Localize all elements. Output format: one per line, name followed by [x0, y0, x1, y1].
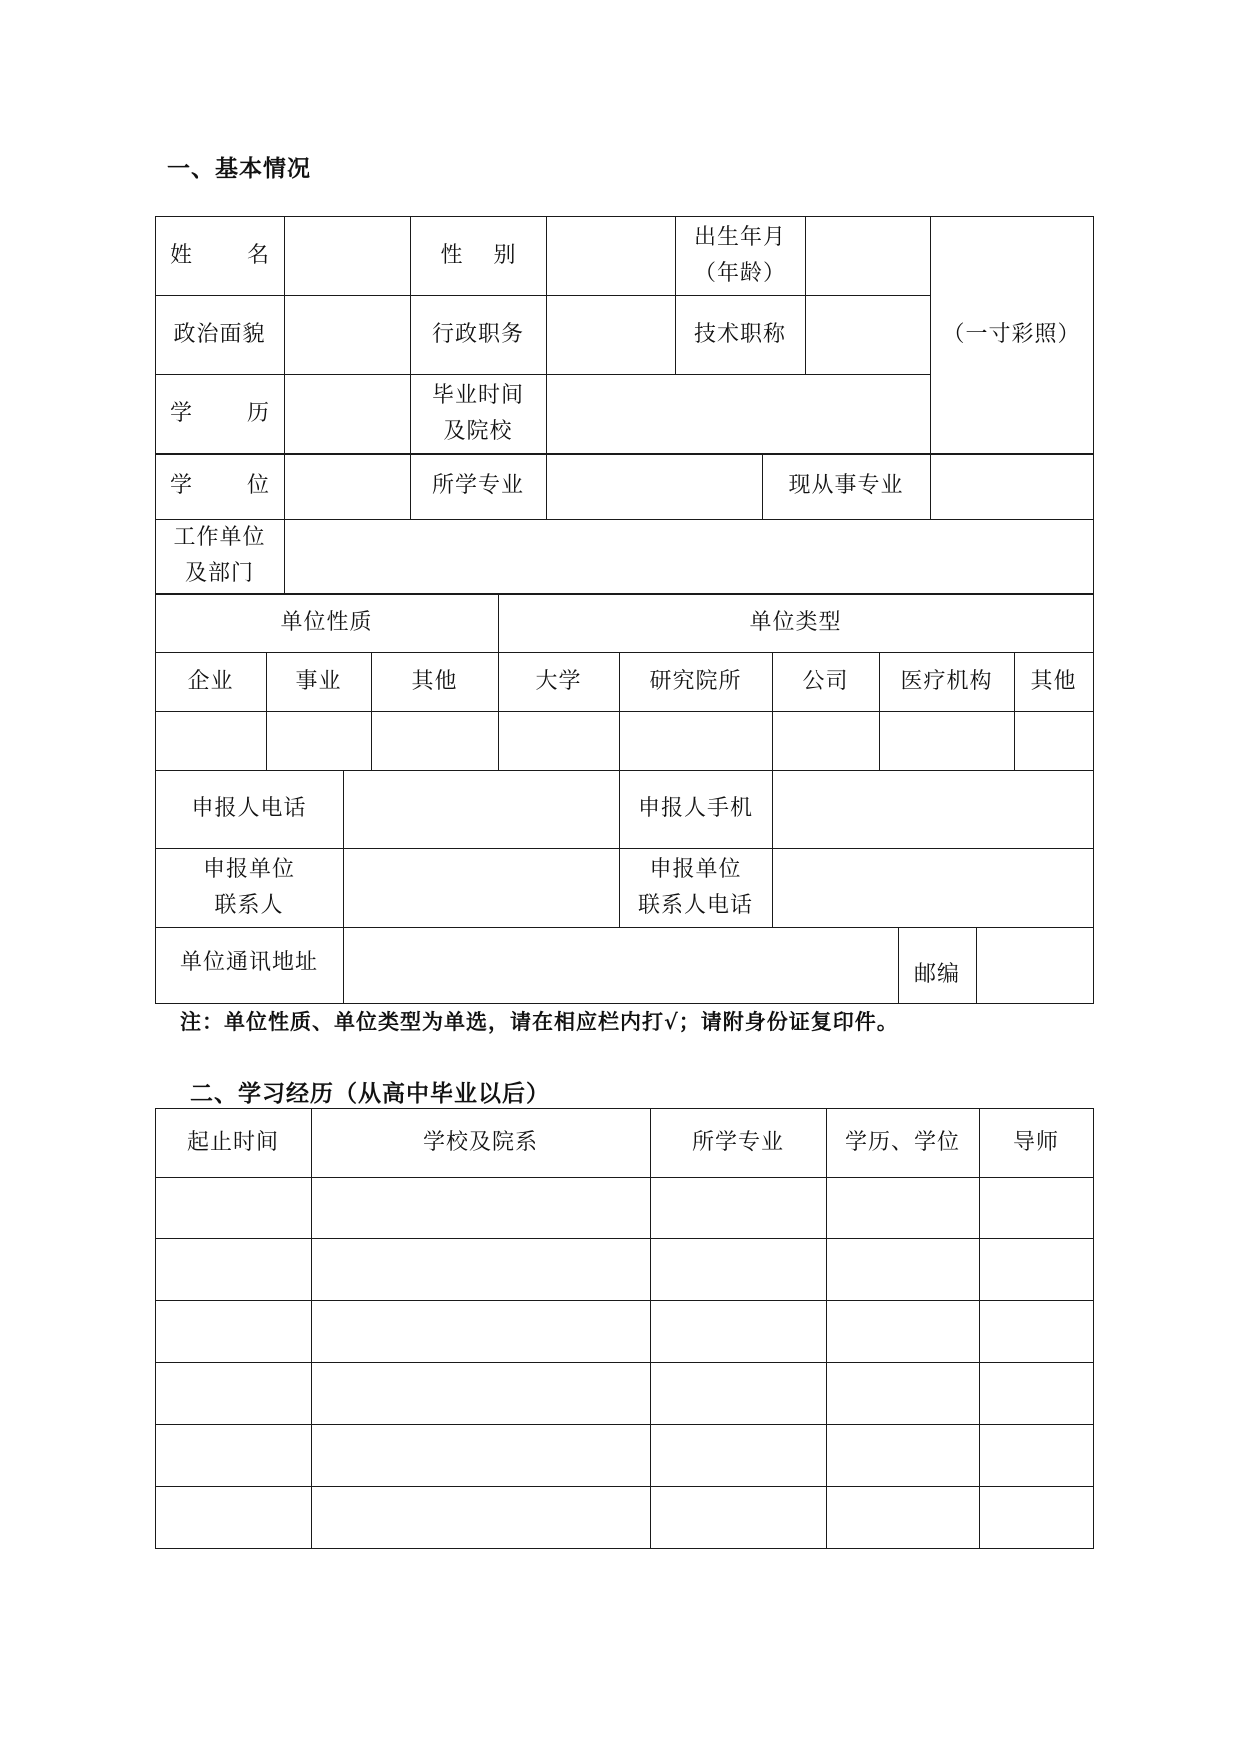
unit-nature-header: 单位性质 [280, 609, 373, 635]
section-title-basic: 一、基本情况 [167, 155, 311, 182]
type-option-company: 公司 [802, 668, 849, 694]
major-label: 所学专业 [431, 473, 524, 498]
type-option-medical: 医疗机构 [900, 668, 993, 694]
current-major-label: 现从事专业 [788, 473, 904, 498]
political-status-label: 政治面貌 [173, 321, 266, 347]
unit-address-label: 单位通讯地址 [179, 950, 318, 975]
photo-placeholder: （一寸彩照） [942, 321, 1081, 347]
unit-type-header: 单位类型 [749, 609, 842, 635]
nature-option-institution: 事业 [295, 668, 342, 694]
admin-post-label: 行政职务 [431, 321, 524, 347]
type-option-university: 大学 [535, 668, 582, 694]
education-label: 学 历 [170, 400, 293, 426]
section-title-study: 二、学习经历（从高中毕业以后） [190, 1080, 550, 1107]
gender-label: 性 别 [440, 242, 528, 268]
table-row[interactable] [156, 1301, 1093, 1362]
nature-option-enterprise: 企业 [187, 668, 234, 694]
form-note: 注：单位性质、单位类型为单选，请在相应栏内打√；请附身份证复印件。 [180, 1009, 899, 1034]
applicant-phone-label: 申报人电话 [191, 796, 307, 821]
unit-contact-label: 申报单位 联系人 [202, 856, 295, 918]
postcode-label: 邮编 [913, 962, 960, 987]
type-option-other: 其他 [1030, 668, 1077, 694]
nature-option-other: 其他 [411, 668, 458, 694]
table-row[interactable] [156, 1239, 1093, 1300]
applicant-mobile-label: 申报人手机 [637, 796, 753, 821]
study-header-advisor: 导师 [1012, 1129, 1059, 1155]
birth-date-label: 出生年月 （年龄） [693, 224, 786, 286]
table-row[interactable] [156, 1487, 1093, 1548]
workplace-label: 工作单位 及部门 [173, 525, 266, 586]
degree-label: 学 位 [170, 473, 293, 498]
type-option-institute: 研究院所 [649, 668, 742, 694]
tech-title-label: 技术职称 [693, 321, 786, 347]
table-row[interactable] [156, 1425, 1093, 1486]
table-row[interactable] [156, 1178, 1093, 1238]
study-header-degree: 学历、学位 [844, 1129, 960, 1155]
study-header-school: 学校及院系 [422, 1129, 538, 1155]
unit-contact-phone-label: 申报单位 联系人电话 [637, 856, 753, 918]
study-header-major: 所学专业 [691, 1129, 784, 1155]
name-label: 姓 名 [170, 242, 293, 268]
study-header-period: 起止时间 [186, 1129, 279, 1155]
graduation-label: 毕业时间 及院校 [431, 382, 524, 444]
table-row[interactable] [156, 1363, 1093, 1424]
